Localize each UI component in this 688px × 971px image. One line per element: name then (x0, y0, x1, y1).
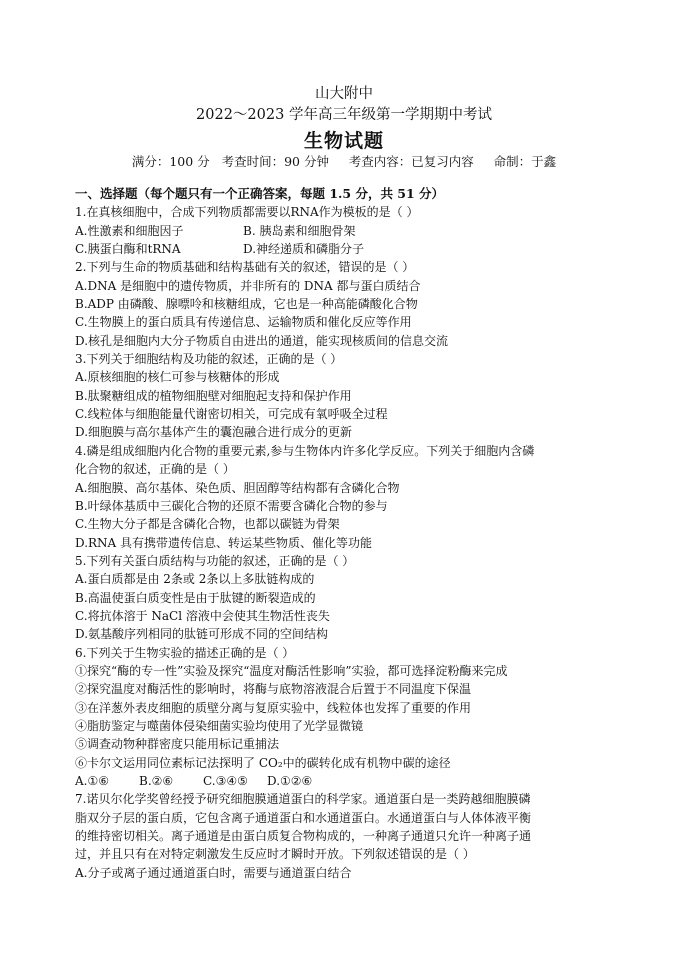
question-5-stem: 5.下列有关蛋白质结构与功能的叙述，正确的是（ ） (75, 553, 355, 568)
q4-option-a: A.细胞膜、高尔基体、染色质、胆固醇等结构都有含磷化合物 (75, 480, 400, 495)
exam-meta: 满分：100 分 考查时间：90 分钟 考查内容：已复习内容 命制：于鑫 (131, 154, 557, 169)
q2-option-b: B.ADP 由磷酸、腺嘌呤和核糖组成，它也是一种高能磷酸化合物 (75, 297, 418, 312)
question-1-options-row1 (75, 222, 620, 240)
q5-option-b: B.高温使蛋白质变性是由于肽键的断裂造成的 (75, 590, 316, 605)
q7-option-a: A.分子或离子通过通道蛋白时，需要与通道蛋白结合 (75, 865, 352, 880)
school-name: 山大附中 (315, 86, 373, 102)
q1-option-c: C.胰蛋白酶和tRNA (75, 242, 181, 257)
q2-option-a: A.DNA 是细胞中的遗传物质，并非所有的 DNA 都与蛋白质结合 (75, 278, 421, 293)
q6-option-c: C.③④⑤ (203, 774, 248, 788)
q6-option-d: D.①②⑥ (267, 774, 313, 788)
question-7-stem-line2: 脂双分子层的蛋白质，它包含离子通道蛋白和水通道蛋白。水通道蛋白与人体体液平衡 (75, 810, 532, 825)
q3-option-c: C.线粒体与细胞能量代谢密切相关，可完成有氧呼吸全过程 (75, 407, 388, 422)
q5-option-a: A.蛋白质都是由 2条或 2条以上多肽链构成的 (75, 572, 315, 587)
exam-title: 2022～2023 学年高三年级第一学期期中考试 (196, 107, 492, 123)
q4-option-d: D.RNA 具有携带遗传信息、转运某些物质、催化等功能 (75, 535, 373, 550)
q1-option-b: B. 胰岛素和细胞骨架 (243, 223, 356, 238)
section-title: 一、选择题（每个题只有一个正确答案，每题 1.5 分，共 51 分） (75, 186, 445, 201)
question-2-stem: 2.下列与生命的物质基础和结构基础有关的叙述，错误的是（ ） (75, 260, 415, 275)
question-body (75, 185, 620, 882)
question-1-options-row2 (75, 240, 620, 258)
question-4-stem-line1: 4.磷是组成细胞内化合物的重要元素,参与生物体内许多化学反应。下列关于细胞内含磷 (75, 443, 535, 458)
q2-option-d: D.核孔是细胞内大分子物质自由进出的通道，能实现核质间的信息交流 (75, 333, 449, 348)
question-6-options (75, 772, 620, 790)
q5-option-d: D.氨基酸序列相同的肽链可形成不同的空间结构 (75, 627, 329, 642)
q3-option-b: B.肽聚糖组成的植物细胞壁对细胞起支持和保护作用 (75, 388, 352, 403)
q6-statement-2: ②探究温度对酶活性的影响时，将酶与底物溶液混合后置于不同温度下保温 (75, 682, 472, 697)
q1-option-d: D.神经递质和磷脂分子 (243, 242, 365, 257)
q3-option-a: A.原核细胞的核仁可参与核糖体的形成 (75, 370, 280, 385)
q6-statement-5: ⑤调查动物种群密度只能用标记重捕法 (75, 737, 280, 752)
question-7-stem-line3: 的维持密切相关。离子通道是由蛋白质复合物构成的，一种离子通道只允许一种离子通 (75, 829, 532, 844)
q6-statement-3: ③在洋葱外表皮细胞的质壁分离与复原实验中，线粒体也发挥了重要的作用 (75, 700, 472, 715)
question-7-stem-line1: 7.诺贝尔化学奖曾经授予研究细胞膜通道蛋白的科学家。通道蛋白是一类跨越细胞膜磷 (75, 792, 531, 807)
subject-title: 生物试题 (303, 130, 384, 152)
question-4-stem-line2: 化合物的叙述，正确的是（ ） (75, 462, 235, 477)
question-3-stem: 3.下列关于细胞结构及功能的叙述，正确的是（ ） (75, 352, 343, 367)
q6-option-b: B.②⑥ (139, 774, 174, 788)
q6-statement-4: ④脂肪鉴定与噬菌体侵染细菌实验均使用了光学显微镜 (75, 718, 364, 733)
q6-statement-6: ⑥卡尔文运用同位素标记法探明了 CO₂中的碳转化成有机物中碳的途径 (75, 755, 451, 770)
q6-statement-1: ①探究“酶的专一性”实验及探究“温度对酶活性影响”实验，都可选择淀粉酶来完成 (75, 663, 508, 678)
question-1-stem: 1.在真核细胞中，合成下列物质都需要以RNA作为模板的是（ ） (75, 205, 419, 220)
q2-option-c: C.生物膜上的蛋白质具有传递信息、运输物质和催化反应等作用 (75, 315, 412, 330)
q4-option-b: B.叶绿体基质中三碳化合物的还原不需要含磷化合物的参与 (75, 498, 388, 513)
q5-option-c: C.将抗体溶于 NaCl 溶液中会使其生物活性丧失 (75, 608, 330, 623)
q6-option-a: A.①⑥ (75, 774, 109, 788)
q1-option-a: A.性激素和细胞因子 (75, 223, 184, 238)
question-6-stem: 6.下列关于生物实验的描述正确的是（ ） (75, 645, 295, 660)
q4-option-c: C.生物大分子都是含磷化合物，也都以碳链为骨架 (75, 517, 340, 532)
q3-option-d: D.细胞膜与高尔基体产生的囊泡融合进行成分的更新 (75, 425, 353, 440)
question-7-stem-line4: 过，并且只有在对特定刺激发生反应时才瞬时开放。下列叙述错误的是（ ） (75, 847, 475, 862)
